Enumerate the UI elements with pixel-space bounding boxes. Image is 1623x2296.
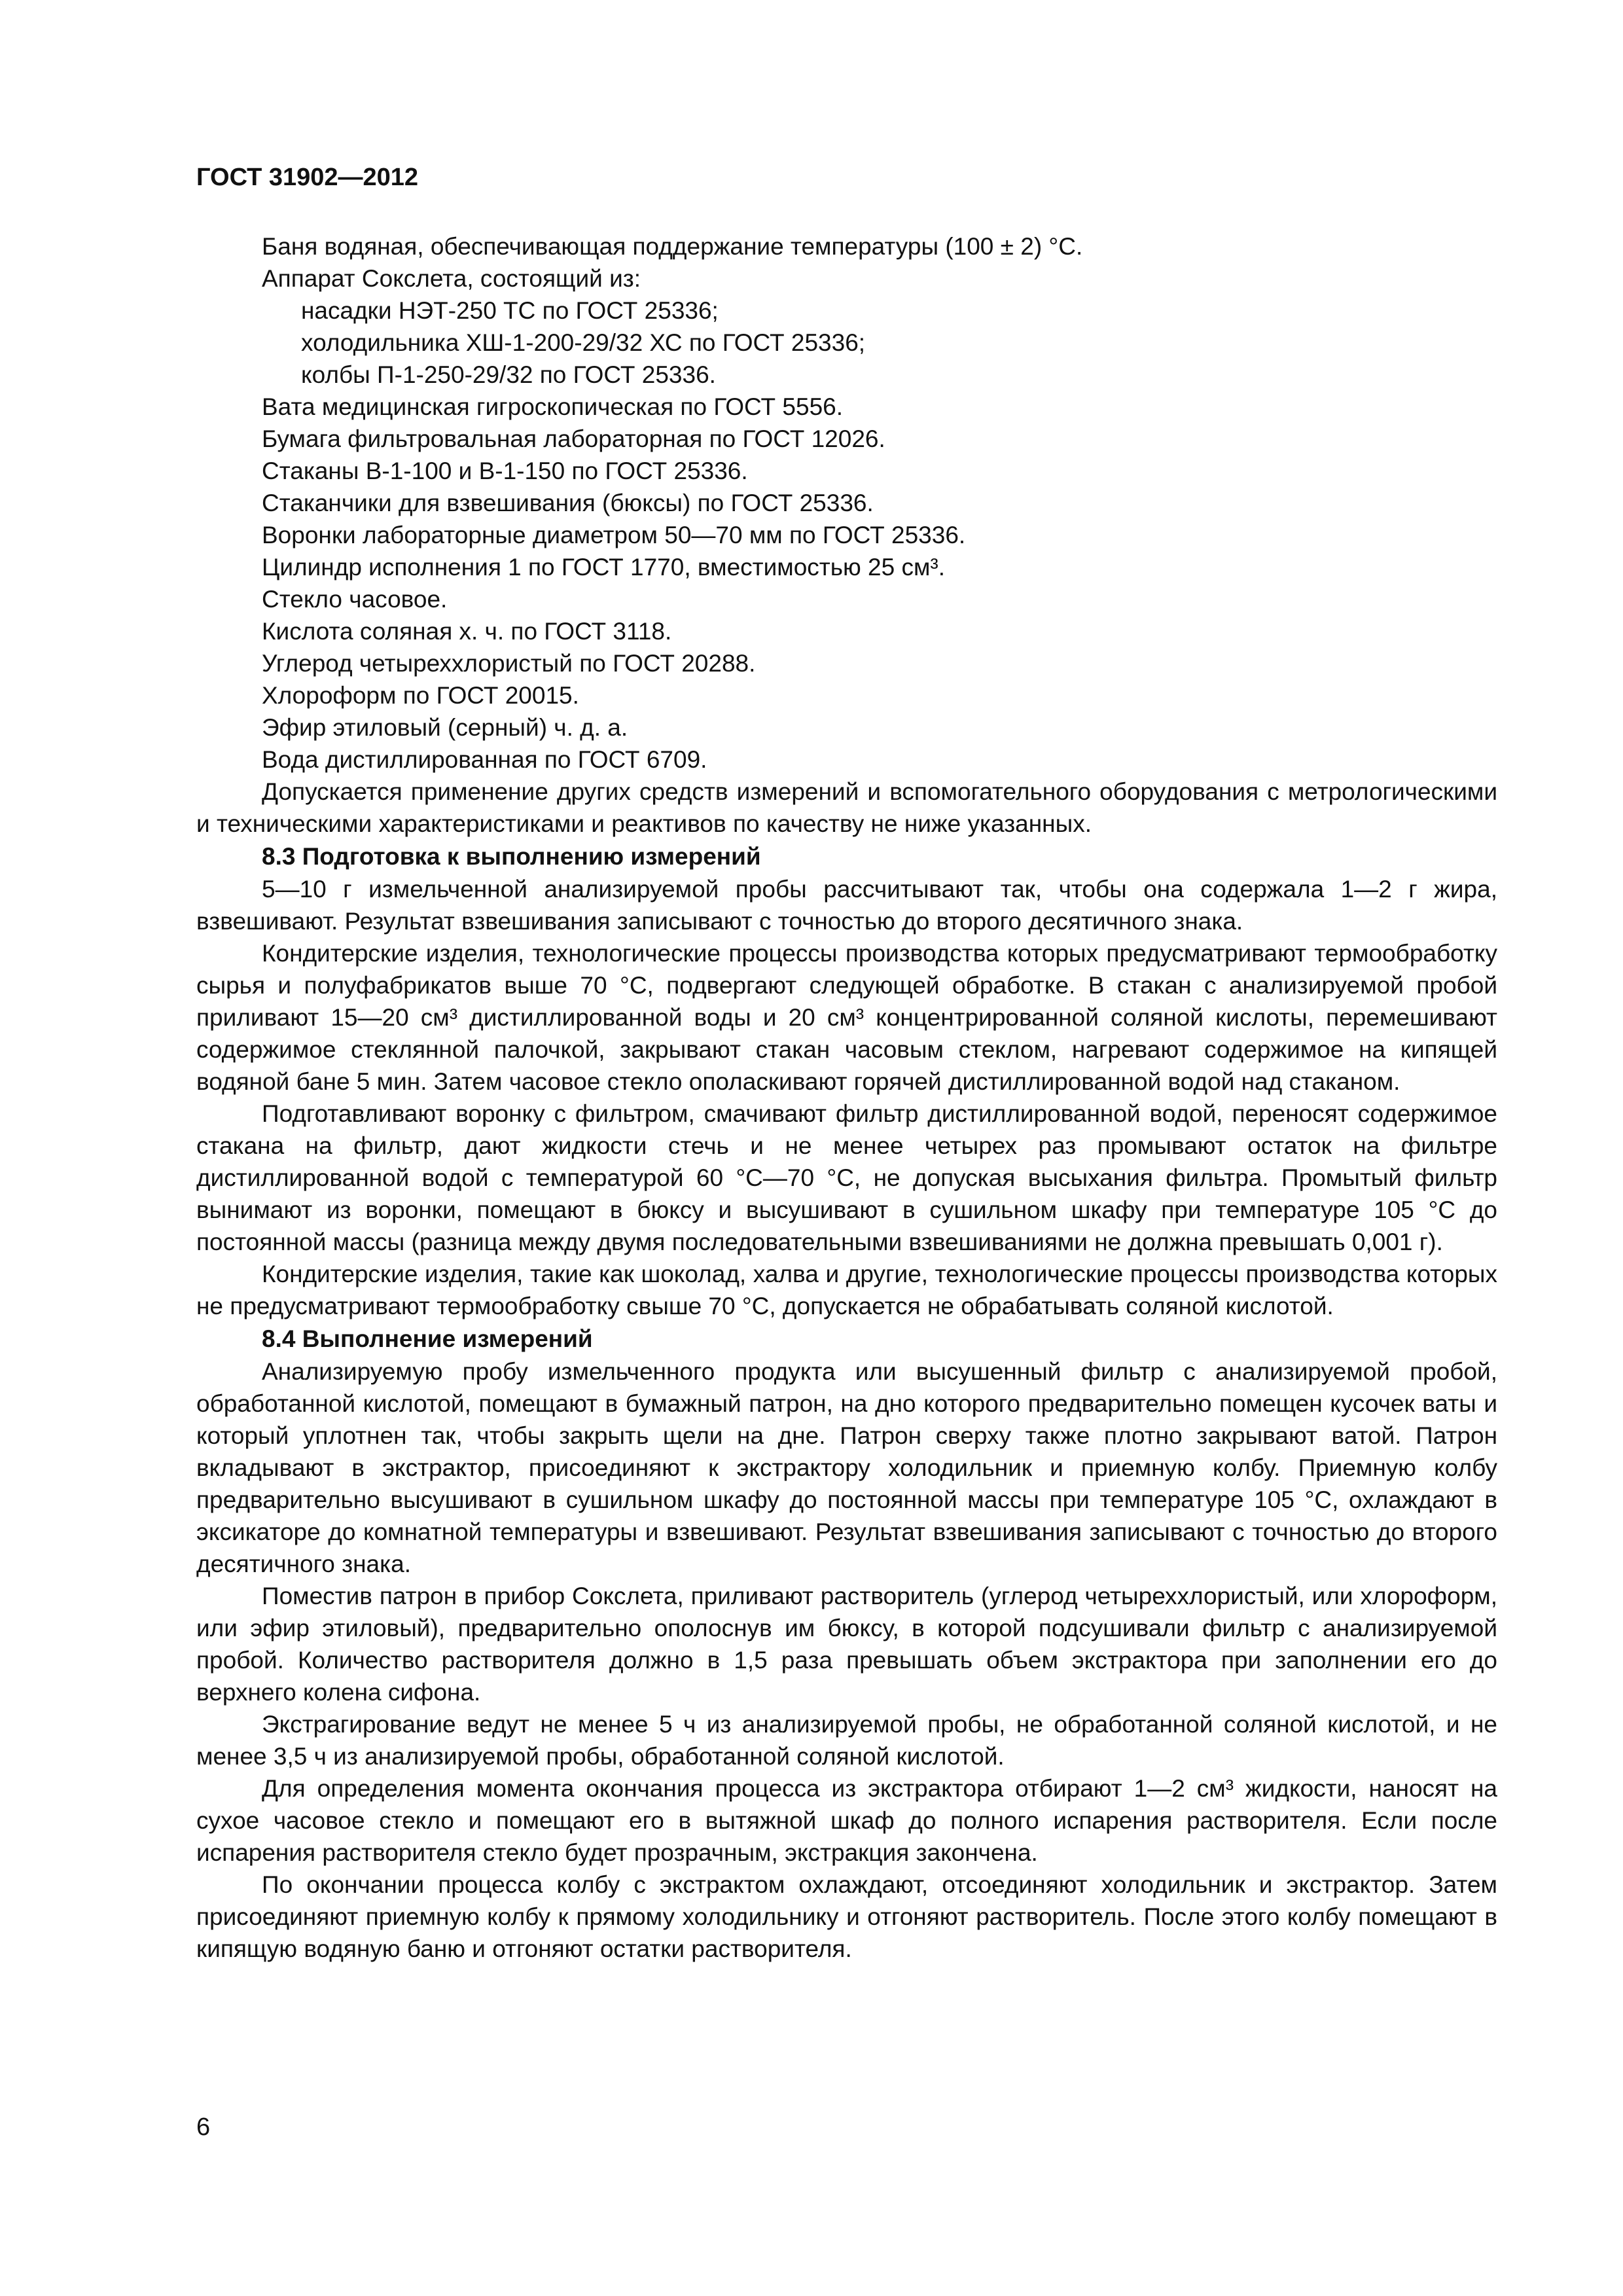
allowance-paragraph: Допускается применение других средств измерений и вспомогательного оборудования с метрологическими и техническими характеристиками и реактивов по качеству не ниже указанных. <box>196 778 1497 837</box>
paragraph: Анализируемую пробу измельченного продукта или высушенный фильтр с анализируемой пробой, обработанной кислотой, помещают в бумажный патрон, на дно которого предварительно помещен кусочек ваты и который уплотнен так, чтобы закрыть щели на дне. Патрон сверху также плотно закрывают ватой. Патрон вкладывают в экстрактор, присоединяют к экстрактору холодильник и приемную колбу. Приемную колбу предварительно высушивают в сушильном шкафу до постоянной массы при температуре 105 °С, охлаждают в эксикаторе до комнатной температуры и взвешивают. Результат взвешивания записывают с точностью до второго десятичного знака. <box>196 1358 1497 1577</box>
paragraph: Кондитерские изделия, технологические процессы производства которых предусматривают термообработку сырья и полуфабрикатов выше 70 °С, подвергают следующей обработке. В стакан с анализируемой пробой приливают 15—20 см³ дистиллированной воды и 20 см³ концентрированной соляной кислоты, перемешивают содержимое стеклянной палочкой, закрывают стакан часовым стеклом, нагревают содержимое на кипящей водяной бане 5 мин. Затем часовое стекло ополаскивают горячей дистиллированной водой над стаканом. <box>196 940 1497 1095</box>
list-item: Вата медицинская гигроскопическая по ГОСТ 5556. <box>262 393 844 420</box>
page-number: 6 <box>196 2113 211 2141</box>
list-subitem: колбы П-1-250-29/32 по ГОСТ 25336. <box>301 361 716 388</box>
paragraph: Для определения момента окончания процесса из экстрактора отбирают 1—2 см³ жидкости, наносят на сухое часовое стекло и помещают его в вытяжной шкаф до полного испарения растворителя. Если после испарения растворителя стекло будет прозрачным, экстракция закончена. <box>196 1775 1497 1866</box>
list-item: Стаканы В-1-100 и В-1-150 по ГОСТ 25336. <box>262 457 748 484</box>
list-item: Воронки лабораторные диаметром 50—70 мм по ГОСТ 25336. <box>262 522 966 548</box>
list-item: Хлороформ по ГОСТ 20015. <box>262 682 579 709</box>
list-subitem: холодильника ХШ-1-200-29/32 ХС по ГОСТ 25336; <box>301 329 866 356</box>
list-subitem: насадки НЭТ-250 ТС по ГОСТ 25336; <box>301 297 719 324</box>
list-item: Кислота соляная х. ч. по ГОСТ 3118. <box>262 618 672 645</box>
document-body <box>196 230 1497 1965</box>
list-item: Эфир этиловый (серный) ч. д. а. <box>262 714 628 741</box>
section-heading-8-3: 8.3 Подготовка к выполнению измерений <box>262 843 761 870</box>
paragraph: 5—10 г измельченной анализируемой пробы рассчитывают так, чтобы она содержала 1—2 г жира, взвешивают. Результат взвешивания записывают с точностью до второго десятичного знака. <box>196 876 1497 935</box>
paragraph: Кондитерские изделия, такие как шоколад, халва и другие, технологические процессы производства которых не предусматривают термообработку свыше 70 °С, допускается не обрабатывать соляной кислотой. <box>196 1261 1497 1319</box>
paragraph: Подготавливают воронку с фильтром, смачивают фильтр дистиллированной водой, переносят содержимое стакана на фильтр, дают жидкости стечь и не менее четырех раз промывают остаток на фильтре дистиллированной водой с температурой 60 °С—70 °С, не допуская высыхания фильтра. Промытый фильтр вынимают из воронки, помещают в бюксу и высушивают в сушильном шкафу при температуре 105 °С до постоянной массы (разница между двумя последовательными взвешиваниями не должна превышать 0,001 г). <box>196 1100 1497 1255</box>
section-heading-8-4: 8.4 Выполнение измерений <box>262 1325 593 1352</box>
list-item: Вода дистиллированная по ГОСТ 6709. <box>262 746 707 773</box>
paragraph: По окончании процесса колбу с экстрактом охлаждают, отсоединяют холодильник и экстрактор. Затем присоединяют приемную колбу к прямому холодильнику и отгоняют растворитель. После этого колбу помещают в кипящую водяную баню и отгоняют остатки растворителя. <box>196 1871 1497 1962</box>
list-item: Баня водяная, обеспечивающая поддержание температуры (100 ± 2) °С. <box>262 233 1083 260</box>
list-item: Стаканчики для взвешивания (бюксы) по ГОСТ 25336. <box>262 490 874 516</box>
list-item: Стекло часовое. <box>262 586 448 613</box>
list-item: Углерод четыреххлористый по ГОСТ 20288. <box>262 650 756 677</box>
list-item: Аппарат Сокслета, состоящий из: <box>262 265 641 292</box>
list-item: Бумага фильтровальная лабораторная по ГОСТ 12026. <box>262 425 885 452</box>
document-header: ГОСТ 31902—2012 <box>196 164 419 191</box>
paragraph: Экстрагирование ведут не менее 5 ч из анализируемой пробы, не обработанной соляной кислотой, и не менее 3,5 ч из анализируемой пробы, обработанной соляной кислотой. <box>196 1711 1497 1770</box>
paragraph: Поместив патрон в прибор Сокслета, приливают растворитель (углерод четыреххлористый, или хлороформ, или эфир этиловый), предварительно ополоснув им бюксу, в которой подсушивали фильтр с анализируемой пробой. Количество растворителя должно в 1,5 раза превышать объем экстрактора при заполнении его до верхнего колена сифона. <box>196 1583 1497 1706</box>
list-item: Цилиндр исполнения 1 по ГОСТ 1770, вместимостью 25 см³. <box>262 554 946 581</box>
